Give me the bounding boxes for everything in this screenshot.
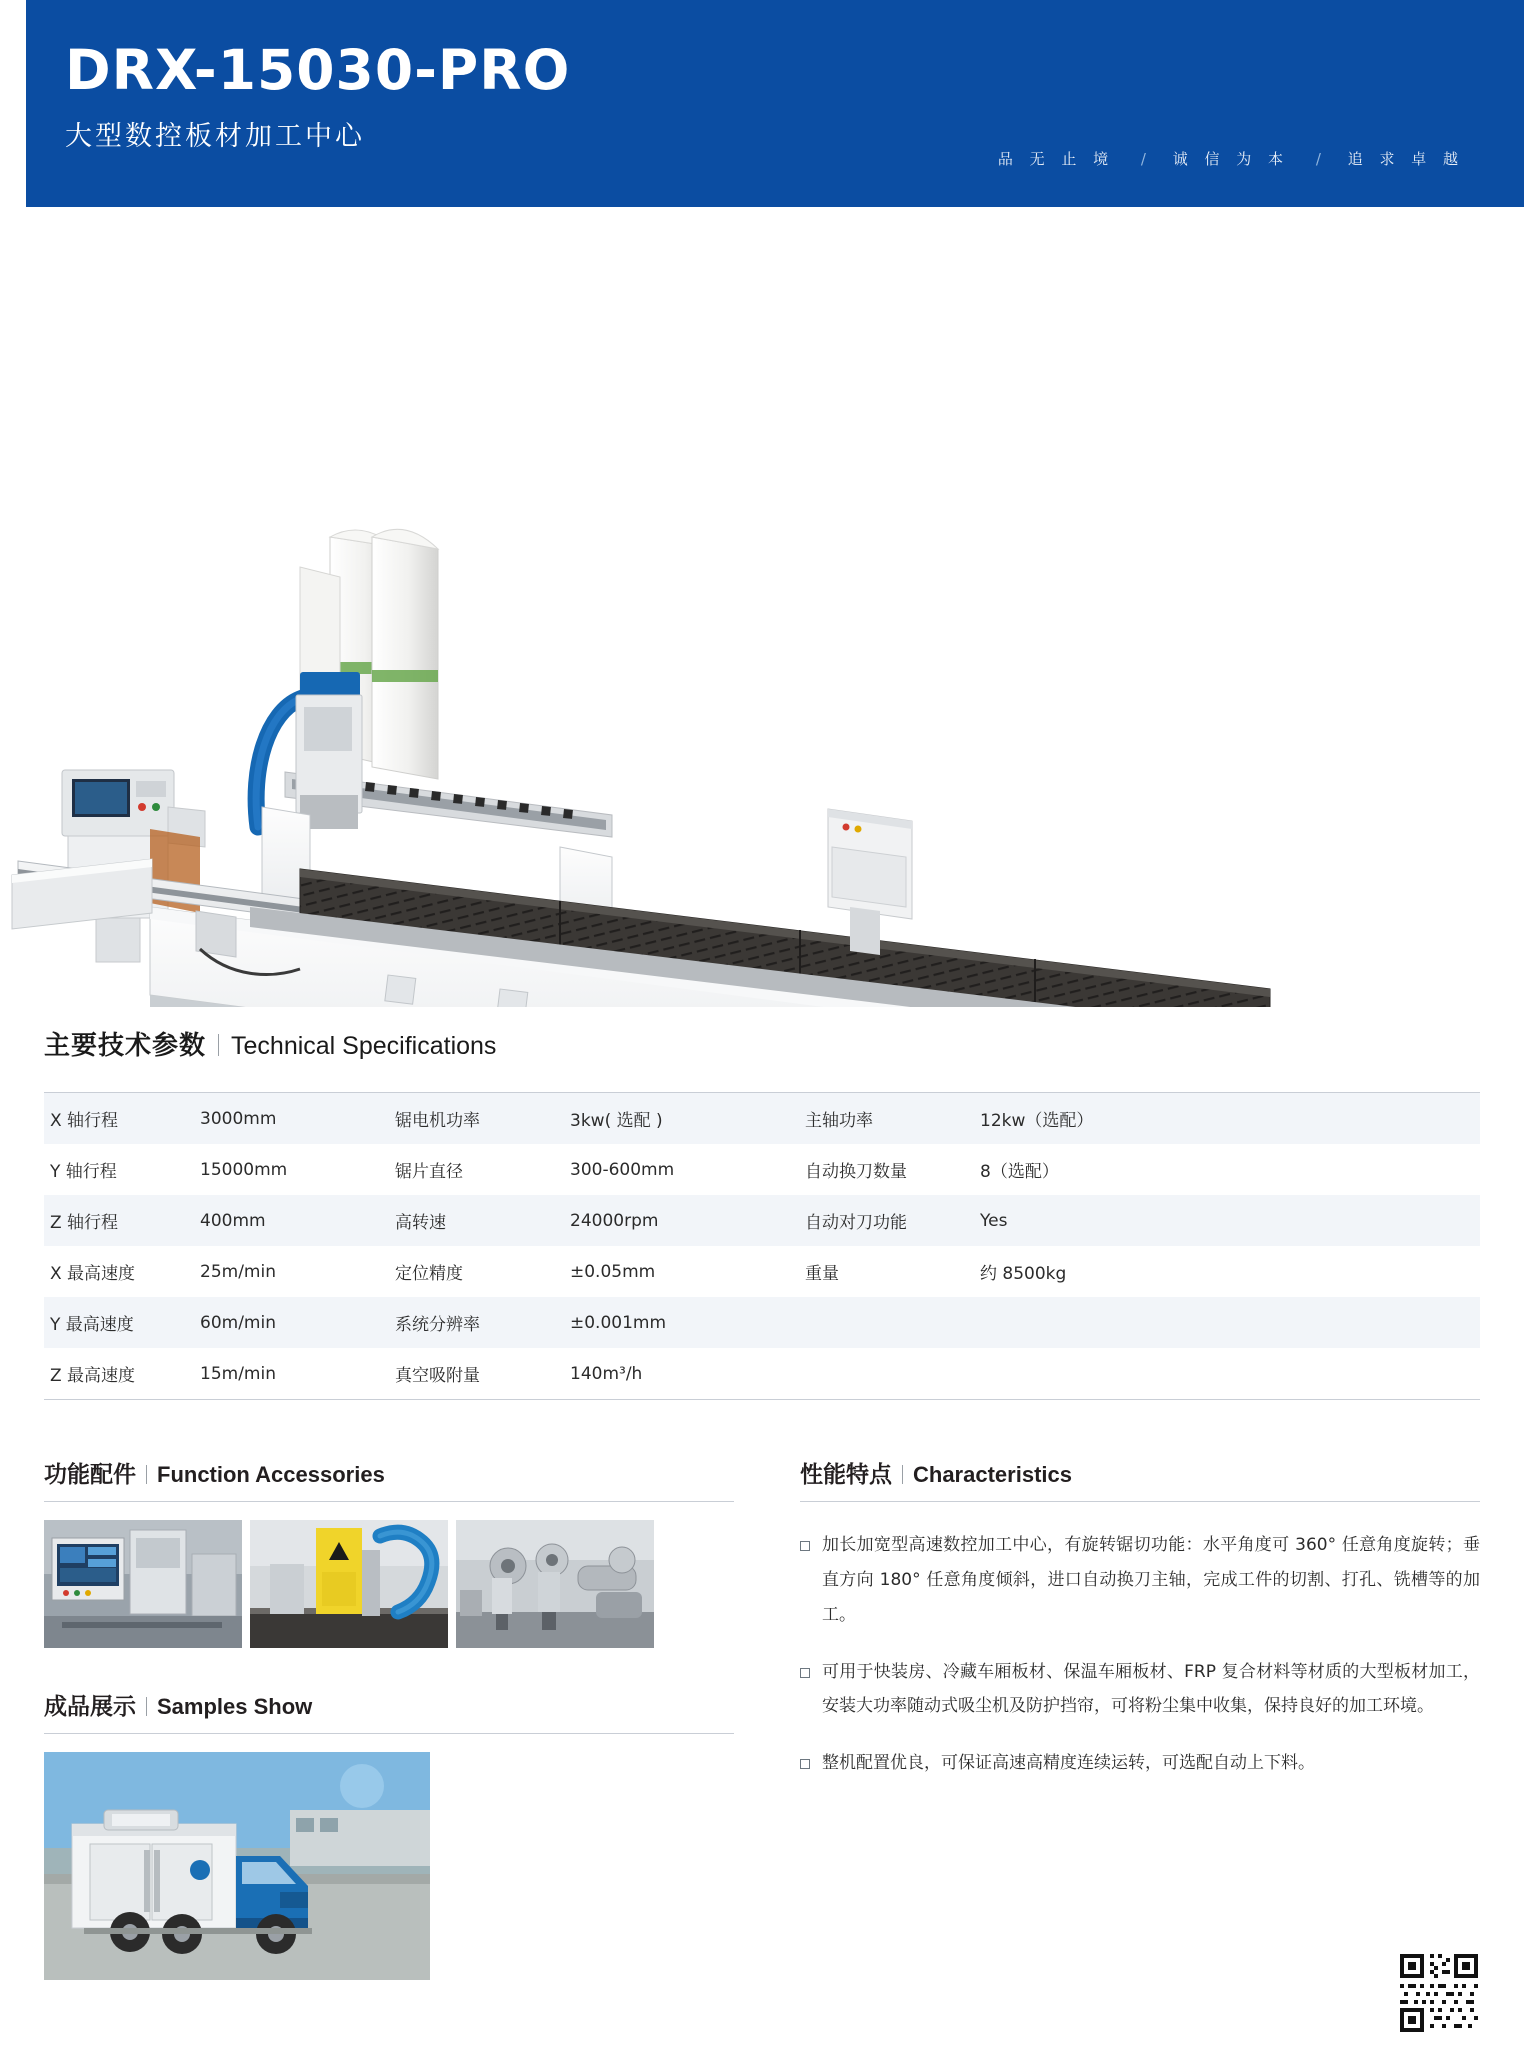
specs-title-en: Technical Specifications <box>231 1032 497 1060</box>
spec-key: 真空吸附量 <box>389 1348 564 1400</box>
spec-value: 15000mm <box>200 1159 288 1180</box>
table-row <box>44 1093 1480 1145</box>
accessory-photo-tooling <box>456 1520 654 1648</box>
accessories-title-en: Function Accessories <box>157 1462 385 1487</box>
spec-key-empty <box>799 1348 974 1400</box>
samples-heading <box>44 1688 734 1721</box>
spec-value: 3kw( 选配 ) <box>564 1093 799 1145</box>
spec-key: 锯片直径 <box>395 1162 463 1182</box>
spec-value: Yes <box>980 1210 1008 1231</box>
specs-title-cn: 主要技术参数 <box>44 1031 207 1061</box>
page-subtitle: 大型数控板材加工中心 <box>65 120 365 152</box>
sample-photo-refrigerated-truck <box>44 1752 430 1980</box>
spec-key: Z 轴行程 <box>50 1213 119 1233</box>
samples-section <box>44 1688 734 1980</box>
specs-table-wrapper <box>0 1092 1524 1400</box>
spec-value: 300-600mm <box>570 1159 675 1180</box>
list-item: 加长加宽型高速数控加工中心，有旋转锯切功能：水平角度可 360° 任意角度旋转；垂直方向 180° 任意角度倾斜，进口自动换刀主轴，完成工件的切割、打孔、铣槽等的加工。 <box>800 1528 1480 1633</box>
specifications-table <box>44 1092 1480 1400</box>
qr-code <box>1396 1950 1482 2036</box>
spec-value: 140m³/h <box>564 1348 799 1400</box>
table-row <box>44 1195 1480 1246</box>
spec-key-empty <box>799 1297 974 1348</box>
slogan-separator-2: / <box>1315 150 1321 168</box>
header-left-accent-bar <box>0 0 26 207</box>
spec-value-empty <box>974 1297 1480 1348</box>
accessory-photo-spindle-guard <box>250 1520 448 1648</box>
accessory-photo-control-panel <box>44 1520 242 1648</box>
spec-value: 3000mm <box>194 1093 389 1145</box>
spec-value: 25m/min <box>200 1261 276 1282</box>
spec-key: Y 最高速度 <box>50 1315 134 1335</box>
spec-value: 15m/min <box>194 1348 389 1400</box>
heading-divider <box>146 1697 147 1716</box>
table-row <box>44 1297 1480 1348</box>
spec-value-empty <box>974 1348 1480 1400</box>
spec-key: Z 最高速度 <box>44 1348 194 1400</box>
table-row <box>44 1246 1480 1297</box>
heading-divider <box>218 1034 219 1056</box>
accessories-heading <box>44 1456 734 1489</box>
slogan-part-3: 追 求 卓 越 <box>1347 150 1464 168</box>
table-row <box>44 1348 1480 1400</box>
spec-key: 自动换刀数量 <box>805 1162 907 1182</box>
spec-key: Y 轴行程 <box>50 1162 117 1182</box>
samples-rule <box>44 1733 734 1734</box>
heading-divider <box>902 1465 903 1484</box>
spec-key: 锯电机功率 <box>389 1093 564 1145</box>
lower-content <box>0 1456 1524 1980</box>
page-title: DRX-15030-PRO <box>65 38 571 102</box>
machine-illustration <box>0 207 1524 1007</box>
spec-value: 约 8500kg <box>980 1264 1067 1284</box>
accessories-thumbnails <box>44 1520 734 1648</box>
characteristics-list <box>800 1528 1480 1781</box>
spec-value: 8（选配） <box>980 1162 1059 1182</box>
accessories-title-cn: 功能配件 <box>44 1462 136 1488</box>
list-item: 整机配置优良，可保证高速高精度连续运转，可选配自动上下料。 <box>800 1746 1480 1781</box>
left-column <box>44 1456 734 1980</box>
spec-key: 主轴功率 <box>799 1093 974 1145</box>
list-item: 可用于快装房、冷藏车厢板材、保温车厢板材、FRP 复合材料等材质的大型板材加工，安装大功率随动式吸尘机及防护挡帘，可将粉尘集中收集，保持良好的加工环境。 <box>800 1655 1480 1725</box>
characteristics-title-cn: 性能特点 <box>800 1462 892 1488</box>
characteristics-rule <box>800 1501 1480 1502</box>
accessories-rule <box>44 1501 734 1502</box>
page-header <box>0 0 1524 207</box>
machine-hero-image <box>0 207 1524 1007</box>
spec-key: 自动对刀功能 <box>805 1213 907 1233</box>
slogan-part-1: 品 无 止 境 <box>997 150 1115 168</box>
specs-section-heading <box>0 1025 1524 1062</box>
spec-value: 400mm <box>200 1210 266 1231</box>
spec-value: ±0.001mm <box>570 1312 667 1333</box>
header-slogan <box>998 148 1464 169</box>
spec-key: X 轴行程 <box>44 1093 194 1145</box>
spec-key: 高转速 <box>395 1213 446 1233</box>
table-row <box>44 1144 1480 1195</box>
characteristics-title-en: Characteristics <box>913 1462 1072 1487</box>
spec-value: 60m/min <box>200 1312 276 1333</box>
spec-key: 系统分辨率 <box>395 1315 480 1335</box>
right-column <box>768 1456 1480 1980</box>
slogan-separator-1: / <box>1140 150 1146 168</box>
spec-value: 12kw（选配） <box>974 1093 1480 1145</box>
characteristics-heading <box>800 1456 1480 1489</box>
spec-value: ±0.05mm <box>570 1261 656 1282</box>
header-content <box>65 0 1484 207</box>
samples-title-en: Samples Show <box>157 1694 313 1719</box>
heading-divider <box>146 1465 147 1484</box>
spec-key: 定位精度 <box>395 1264 463 1284</box>
spec-key: 重量 <box>805 1264 839 1284</box>
spec-key: X 最高速度 <box>50 1264 136 1284</box>
slogan-part-2: 诚 信 为 本 <box>1172 150 1290 168</box>
spec-value: 24000rpm <box>570 1210 659 1231</box>
samples-title-cn: 成品展示 <box>44 1694 136 1720</box>
